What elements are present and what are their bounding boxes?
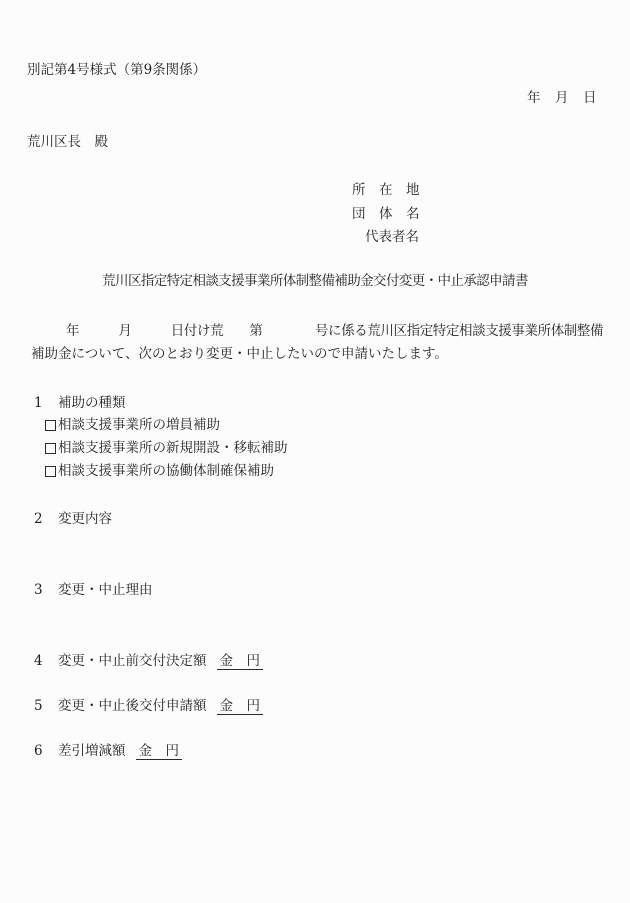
- subsidy-option-new-opening-relocation: [45, 441, 288, 455]
- checkbox-icon: [45, 466, 56, 477]
- amount-underlined-field: 金 円: [136, 744, 183, 760]
- section-change-details: [34, 512, 112, 526]
- sender-organization-label: 団 体 名: [352, 206, 420, 222]
- section-label: 変更・中止後交付申請額: [58, 698, 207, 714]
- section-subsidy-type: [34, 396, 126, 410]
- addressee: 荒川区長 殿: [27, 134, 108, 150]
- section-number: 1: [34, 395, 43, 411]
- amount-underlined-field: 金 円: [217, 654, 264, 670]
- section-amount-after-change: [34, 699, 263, 715]
- document-title: 荒川区指定特定相談支援事業所体制整備補助金交付変更・中止承認申請書: [102, 273, 528, 289]
- section-number: 4: [34, 653, 43, 669]
- sender-representative-label: 代表者名: [365, 229, 419, 245]
- section-label: 補助の種類: [58, 395, 126, 411]
- section-net-difference: [34, 744, 182, 760]
- checkbox-icon: [45, 443, 56, 454]
- option-label: 相談支援事業所の増員補助: [58, 417, 220, 433]
- form-number: 別記第4号様式（第9条関係）: [27, 62, 207, 78]
- option-label: 相談支援事業所の新規開設・移転補助: [58, 440, 288, 456]
- section-label: 変更内容: [58, 511, 112, 527]
- subsidy-option-staff-increase: [45, 418, 220, 432]
- subsidy-option-cooperative-system: [45, 464, 274, 478]
- body-paragraph-line1: 年 月 日付け荒 第 号に係る荒川区指定特定相談支援事業所体制整備: [66, 323, 604, 339]
- checkbox-icon: [45, 420, 56, 431]
- section-number: 3: [34, 582, 43, 598]
- section-number: 5: [34, 698, 43, 714]
- date-line: 年 月 日: [527, 90, 597, 106]
- body-paragraph-line2: 補助金について、次のとおり変更・中止したいので申請いたします。: [31, 346, 448, 362]
- amount-underlined-field: 金 円: [217, 699, 264, 715]
- section-label: 差引増減額: [58, 743, 126, 759]
- section-number: 2: [34, 511, 43, 527]
- section-amount-before-change: [34, 654, 263, 670]
- section-label: 変更・中止前交付決定額: [58, 653, 207, 669]
- section-change-reason: [34, 583, 153, 597]
- section-label: 変更・中止理由: [58, 582, 153, 598]
- section-number: 6: [34, 743, 43, 759]
- option-label: 相談支援事業所の協働体制確保補助: [58, 463, 274, 479]
- sender-address-label: 所 在 地: [352, 182, 420, 198]
